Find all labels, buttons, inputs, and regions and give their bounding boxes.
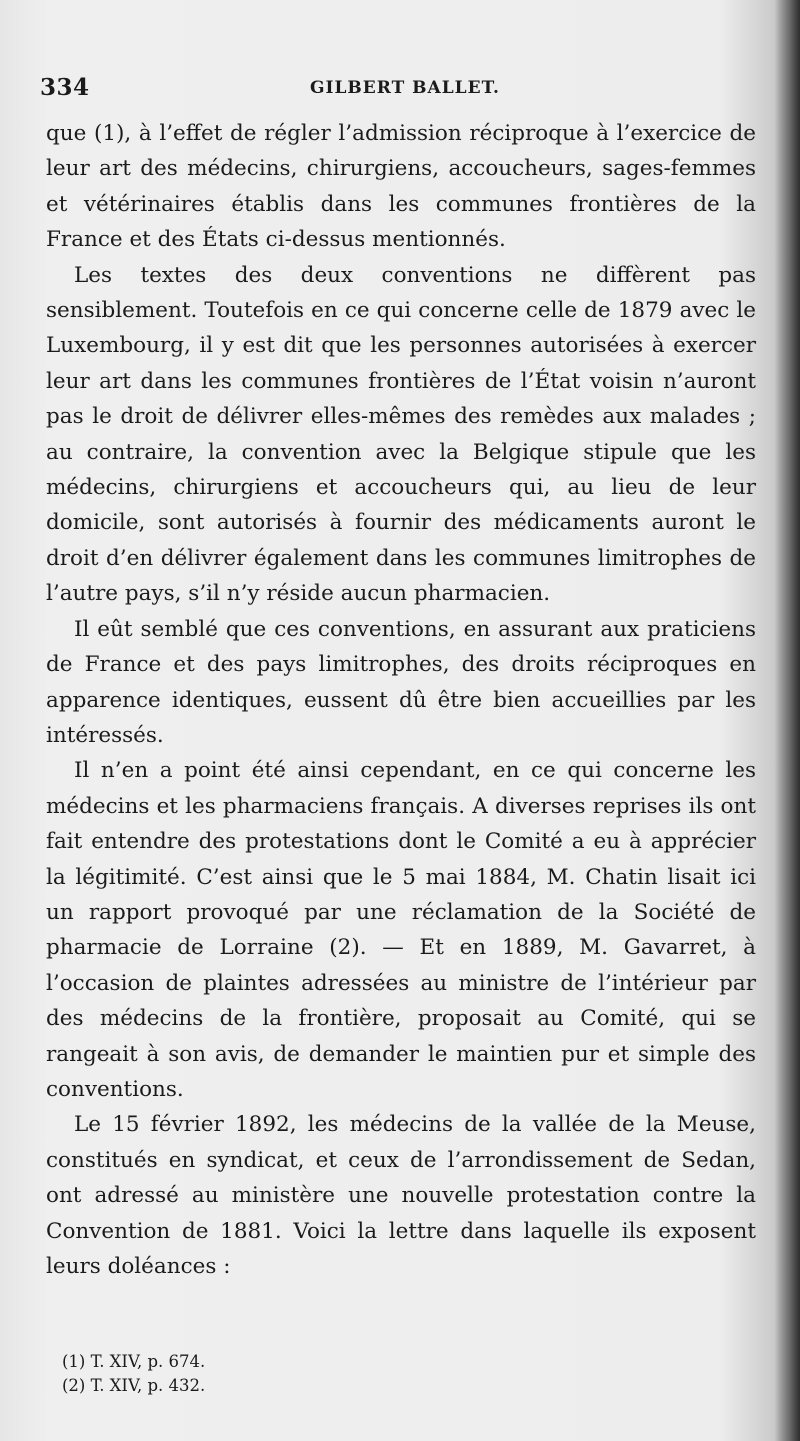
page-header xyxy=(40,74,756,104)
book-spine-shadow xyxy=(774,0,800,1441)
body-text xyxy=(46,116,756,1284)
paragraph: Il eût semblé que ces conventions, en assurant aux praticiens de France et des pays limitrophes, des droits réciproques en apparence identiques, eussent dû être bien accueillies par les intéressés. xyxy=(46,616,756,748)
paragraph: Le 15 février 1892, les médecins de la vallée de la Meuse, constitués en syndicat, et ceux de l’arrondissement de Sedan, ont adressé au ministère une nouvelle protestation contre la Convention de 1881. Voici la lettre dans laquelle ils exposent leurs doléances : xyxy=(46,1112,756,1279)
paragraph: Les textes des deux conventions ne diffèrent pas sensiblement. Toutefois en ce qui concerne celle de 1879 avec le Luxembourg, il y est dit que les personnes autorisées à exercer leur art dans les communes frontières de l’État voisin n’auront pas le droit de délivrer elles-mêmes des remèdes aux malades ; au contraire, la convention avec la Belgique stipule que les médecins, chirurgiens et accoucheurs qui, au lieu de leur domicile, sont autorisés à fournir des médicaments auront le droit d’en délivrer également dans les communes limitrophes de l’autre pays, s’il n’y réside aucun pharmacien. xyxy=(46,262,756,607)
paragraph: Il n’en a point été ainsi cependant, en ce qui concerne les médecins et les pharmaciens français. A diverses reprises ils ont fait entendre des protestations dont le Comité a eu à apprécier la légitimité. C’est ainsi que le 5 mai 1884, M. Chatin lisait ici un rapport provoqué par une réclamation de la Société de pharmacie de Lorraine (2). — Et en 1889, M. Gavarret, à l’occasion de plaintes adressées au ministre de l’intérieur par des médecins de la frontière, proposait au Comité, qui se rangeait à son avis, de demander le maintien pur et simple des conventions. xyxy=(46,758,756,1102)
paragraph-continuation: que (1), à l’effet de régler l’admission réciproque à l’exercice de leur art des médecins, chirurgiens, accoucheurs, sages-femmes et vétérinaires établis dans les communes frontières de la France et des États ci-dessus mentionnés. xyxy=(46,121,756,253)
footnote: (2) T. XIV, p. 432. xyxy=(62,1376,206,1395)
footnote: (1) T. XIV, p. 674. xyxy=(62,1352,206,1371)
page-number: 334 xyxy=(40,74,90,101)
footnotes xyxy=(62,1350,742,1398)
running-head: GILBERT BALLET. xyxy=(310,78,500,98)
